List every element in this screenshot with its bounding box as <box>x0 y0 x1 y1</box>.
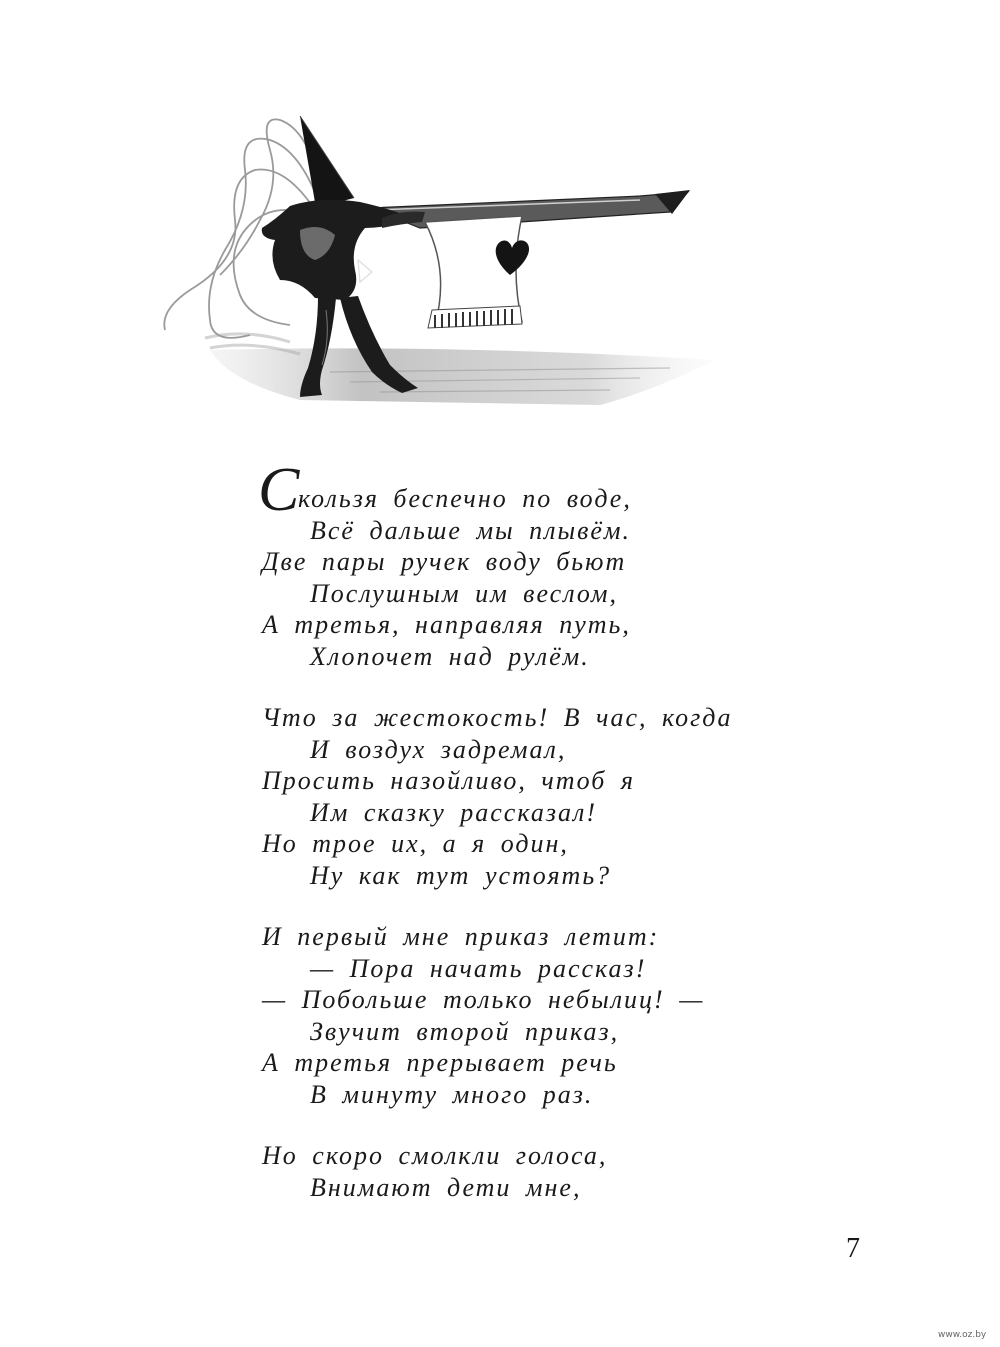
stanza-3 <box>262 921 822 1110</box>
poem-line: Но трое их, а я один, <box>262 829 569 858</box>
poem-line: Но скоро смолкли голоса, <box>262 1141 608 1170</box>
poem-line: — Побольше только небылиц! — <box>262 985 705 1014</box>
poem-line: Ну как тут устоять? <box>310 860 612 890</box>
poem-line: — Пора начать рассказ! <box>310 953 647 983</box>
poem-line: Внимают дети мне, <box>310 1172 582 1202</box>
poem-line: Послушным им веслом, <box>310 578 618 608</box>
watermark: www.oz.by <box>938 1330 987 1340</box>
drop-cap: С <box>258 456 300 524</box>
stanza-1 <box>258 456 822 672</box>
ground-shadow <box>205 334 715 405</box>
illustration <box>150 110 720 410</box>
poem <box>258 456 822 1203</box>
poem-line: В минуту много раз. <box>310 1079 594 1109</box>
poem-line: Две пары ручек воду бьют <box>262 547 627 576</box>
poem-line: А третья прерывает речь <box>262 1048 618 1077</box>
page-number: 7 <box>846 1233 860 1264</box>
stanza-4 <box>262 1140 822 1203</box>
poem-line: И первый мне приказ летит: <box>262 922 660 951</box>
poem-line-text: кользя беспечно по воде, <box>298 484 632 513</box>
poem-line: Всё дальше мы плывём. <box>310 515 632 545</box>
poem-line: Звучит второй приказ, <box>310 1016 620 1046</box>
figure-body <box>262 200 425 300</box>
stanza-2 <box>262 702 822 891</box>
poem-line: А третья, направляя путь, <box>262 610 631 639</box>
poem-line: И воздух задремал, <box>310 734 567 764</box>
poem-line: Им сказку рассказал! <box>310 797 598 827</box>
poem-line: Что за жестокость! В час, когда <box>262 703 733 732</box>
poem-line: Просить назойливо, чтоб я <box>262 766 635 795</box>
pointed-hat <box>300 116 354 208</box>
poem-line <box>258 456 822 524</box>
poem-line: Хлопочет над рулём. <box>310 641 590 671</box>
